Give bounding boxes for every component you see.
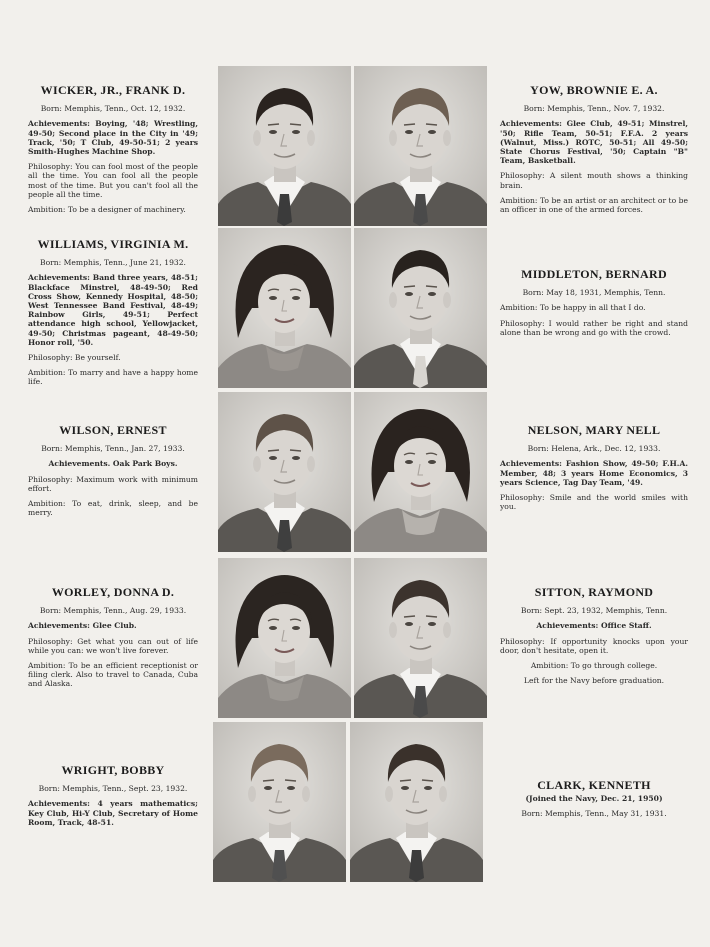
- bio-wilson: [28, 423, 198, 523]
- ambition: Ambition: To eat, drink, sleep, and be merry.: [28, 499, 198, 518]
- philosophy: Philosophy: Maximum work with minimum effort.: [28, 474, 198, 493]
- portrait-photo: [218, 66, 351, 226]
- student-name: MIDDLETON, BERNARD: [521, 267, 667, 281]
- ambition: Ambition: To be an artist or an architect or to be an officer in one of the armed forces.: [500, 195, 688, 215]
- portrait-photo: [218, 228, 351, 388]
- philosophy: Philosophy: Smile and the world smiles with you.: [500, 493, 688, 512]
- student-name: WICKER, JR., FRANK D.: [40, 83, 186, 97]
- bio-wicker: [28, 83, 198, 220]
- philosophy: Philosophy: A silent mouth shows a thinking brain.: [500, 171, 688, 190]
- bio-williams: [28, 237, 198, 393]
- portrait-photo: [354, 228, 487, 388]
- birth-info: Born: May 18, 1931, Memphis, Tenn.: [522, 288, 666, 298]
- note: (Joined the Navy, Dec. 21, 1950): [525, 794, 663, 804]
- portrait-photo: [354, 558, 487, 718]
- achievements: Achievements: Office Staff.: [536, 621, 652, 631]
- student-name: WILLIAMS, VIRGINIA M.: [37, 237, 189, 251]
- birth-info: Born: Memphis, Tenn., Oct. 12, 1932.: [40, 104, 186, 114]
- birth-info: Born: Memphis, Tenn., Sept. 23, 1932.: [38, 784, 188, 794]
- portrait-photo: [350, 722, 483, 882]
- bio-middleton: [500, 267, 688, 343]
- philosophy: Philosophy: Be yourself.: [28, 353, 121, 363]
- portrait-photo: [218, 558, 351, 718]
- bio-nelson: [500, 423, 688, 517]
- philosophy: Philosophy: If opportunity knocks upon your door, don't hesitate, open it.: [500, 636, 688, 655]
- student-name: WORLEY, DONNA D.: [51, 585, 175, 599]
- student-name: WILSON, ERNEST: [59, 423, 167, 437]
- bio-yow: [500, 83, 688, 220]
- achievements: Achievements: Band three years, 48-51; Blackface Minstrel, 48-49-50; Red Cross Show, Kennedy Hospital, 48-50; West Tennessee Band Festival, 48-49; Rainbow Girls, 49-51; Perfect attendance high school, Yellowjacket, 49-50; Christmas pageant, 48-49-50; Honor roll, '50.: [28, 273, 198, 347]
- achievements: Achievements: Fashion Show, 49-50; F.H.A. Member, 48; 3 years Home Economics, 3 years Science, Tag Day Team, '49.: [500, 459, 688, 487]
- student-name: WRIGHT, BOBBY: [61, 763, 165, 777]
- portrait-photo: [213, 722, 346, 882]
- bio-worley: [28, 585, 198, 695]
- student-name: NELSON, MARY NELL: [527, 423, 661, 437]
- portrait-photo: [354, 66, 487, 226]
- bio-clark: [500, 778, 688, 825]
- achievements: Achievements: Glee Club.: [28, 621, 137, 631]
- birth-info: Born: Memphis, Tenn., May 31, 1931.: [521, 809, 667, 819]
- achievements: Achievements: Boying, '48; Wrestling, 49-50; Second place in the City in '49; Track, '50; T Club, 49-50-51; 2 years Smith-Hughes Machine Shop.: [28, 119, 198, 157]
- achievements: Achievements: 4 years mathematics; Key Club, Hi-Y Club, Secretary of Home Room, Track, 48-51.: [28, 799, 198, 827]
- birth-info: Born: Memphis, Tenn., Nov. 7, 1932.: [523, 104, 665, 114]
- ambition: Ambition: To marry and have a happy home life.: [28, 368, 198, 387]
- philosophy: Philosophy: Get what you can out of life while you can: we won't live forever.: [28, 636, 198, 655]
- birth-info: Born: Sept. 23, 1932, Memphis, Tenn.: [520, 606, 668, 616]
- birth-info: Born: Memphis, Tenn., Jan. 27, 1933.: [41, 444, 185, 454]
- achievements: Achievements. Oak Park Boys.: [48, 459, 178, 469]
- portrait-photo: [218, 392, 351, 552]
- birth-info: Born: Memphis, Tenn., Aug. 29, 1933.: [39, 606, 187, 616]
- portrait-photo: [354, 392, 487, 552]
- bio-sitton: [500, 585, 688, 691]
- student-name: SITTON, RAYMOND: [534, 585, 654, 599]
- ambition: Ambition: To be an efficient receptionist or filing clerk. Also to travel to Canada, Cuba and Alaska.: [28, 661, 198, 689]
- ambition: Ambition: To be happy in all that I do.: [500, 303, 646, 313]
- student-name: CLARK, KENNETH: [537, 778, 651, 792]
- birth-info: Born: Helena, Ark., Dec. 12, 1933.: [527, 444, 661, 454]
- ambition: Ambition: To go through college.: [530, 661, 658, 671]
- achievements: Achievements: Glee Club, 49-51; Minstrel, '50; Rifle Team, 50-51; F.F.A. 2 years (Walnut, Miss.) ROTC, 50-51; All 49-50; State Chorus Festival, '50; Captain "B" Team, Basketball.: [500, 119, 688, 166]
- philosophy: Philosophy: You can fool most of the people all the time. You can fool all the people most of the time. But you can't fool all the people all the time.: [28, 162, 198, 199]
- bio-wright: [28, 763, 198, 833]
- ambition: Ambition: To be a designer of machinery.: [28, 205, 186, 215]
- birth-info: Born: Memphis, Tenn., June 21, 1932.: [40, 258, 186, 268]
- philosophy: Philosophy: I would rather be right and stand alone than be wrong and go with the crowd.: [500, 318, 688, 337]
- note: Left for the Navy before graduation.: [523, 676, 665, 686]
- student-name: YOW, BROWNIE E. A.: [530, 83, 658, 97]
